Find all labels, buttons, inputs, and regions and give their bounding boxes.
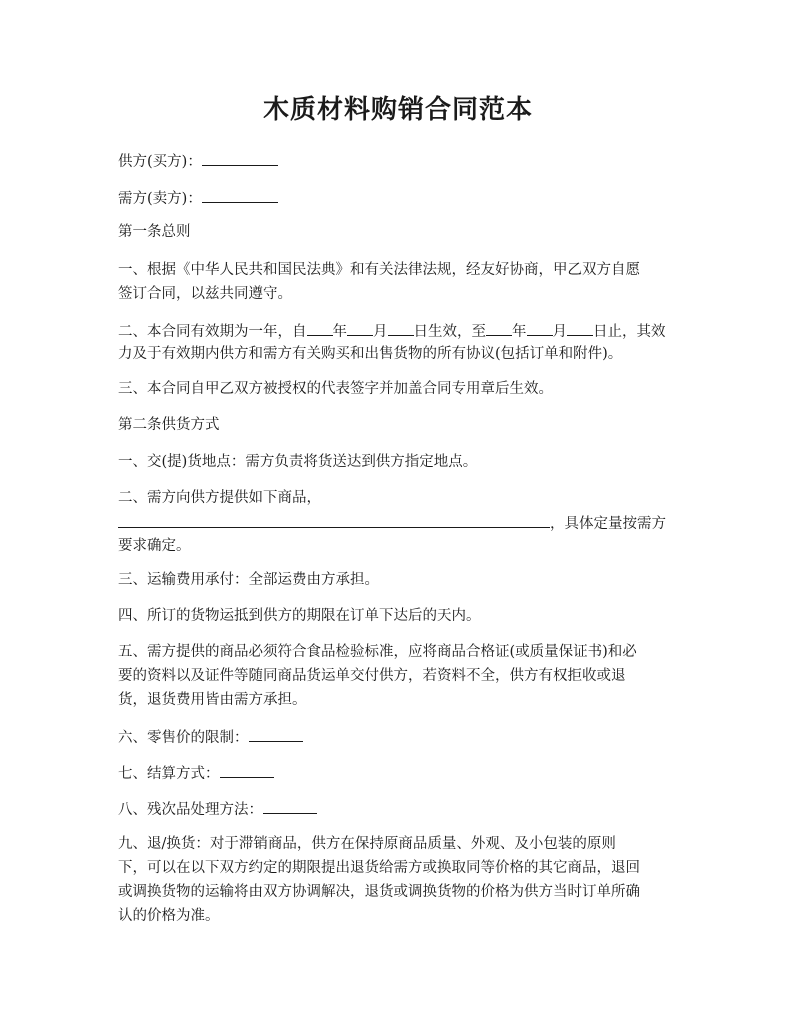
article-1-item-1 xyxy=(118,258,684,306)
seller-blank xyxy=(202,185,278,203)
article-2-item-1: 一、交(提)货地点：需方负责将货送达到供方指定地点。 xyxy=(118,454,478,470)
paragraph-line: 五、需方提供的商品必须符合食品检验标准，应将商品合格证(或质量保证书)和必 xyxy=(118,644,637,660)
article-1-item-2: 二、本合同有效期为一年，自 年 月 日生效，至 年 月 日止，其效 力及于有效期内供方和需方有关购买和出售货物的所有协议(包括订单和附件)。 xyxy=(118,318,684,366)
article-2-item-3: 三、运输费用承付：全部运费由方承担。 xyxy=(118,572,379,588)
retail-price-blank xyxy=(249,724,303,742)
end-day-blank xyxy=(567,318,593,336)
paragraph-line: 九、退/换货：对于滞销商品，供方在保持原商品质量、外观、及小包装的原则 xyxy=(118,836,616,852)
article-2-item-4: 四、所订的货物运抵到供方的期限在订单下达后的天内。 xyxy=(118,608,481,624)
defect-handling-blank xyxy=(263,796,317,814)
paragraph-line: 要的资料以及证件等随同商品货运单交付供方，若资料不全，供方有权拒收或退 xyxy=(118,668,626,684)
end-month-blank xyxy=(527,318,553,336)
seller-field xyxy=(118,185,684,209)
start-year-blank xyxy=(307,318,333,336)
goods-blank xyxy=(118,510,550,528)
article-2-item-6: 六、零售价的限制： xyxy=(118,724,684,748)
settlement-blank xyxy=(220,760,274,778)
article-1-heading: 第一条总则 xyxy=(118,224,191,240)
start-day-blank xyxy=(388,318,414,336)
article-1-item-3: 三、本合同自甲乙双方被授权的代表签字并加盖合同专用章后生效。 xyxy=(118,381,553,397)
paragraph-line: 认的价格为准。 xyxy=(118,908,220,924)
article-2-item-8: 八、残次品处理方法： xyxy=(118,796,684,820)
buyer-label: 供方(买方)： xyxy=(118,154,202,170)
buyer-field xyxy=(118,148,684,172)
paragraph-line: 货，退货费用皆由需方承担。 xyxy=(118,692,307,708)
start-month-blank xyxy=(347,318,373,336)
article-2-item-2: 二、需方向供方提供如下商品， ，具体定量按需方 要求确定。 xyxy=(118,490,666,554)
buyer-blank xyxy=(202,148,278,166)
paragraph-line: 力及于有效期内供方和需方有关购买和出售货物的所有协议(包括订单和附件)。 xyxy=(118,346,623,362)
article-2-item-5 xyxy=(118,640,684,712)
document-title: 木质材料购销合同范本 xyxy=(262,95,533,125)
seller-label: 需方(卖方)： xyxy=(118,191,202,207)
paragraph-line: 签订合同，以兹共同遵守。 xyxy=(118,286,292,302)
article-2-item-7: 七、结算方式： xyxy=(118,760,684,784)
paragraph-line: 或调换货物的运输将由双方协调解决，退货或调换货物的价格为供方当时订单所确 xyxy=(118,884,640,900)
article-2-heading: 第二条供货方式 xyxy=(118,417,220,433)
end-year-blank xyxy=(486,318,512,336)
paragraph-line: 下，可以在以下双方约定的期限提出退货给需方或换取同等价格的其它商品，退回 xyxy=(118,860,640,876)
paragraph-line: 一、根据《中华人民共和国民法典》和有关法律法规，经友好协商，甲乙双方自愿 xyxy=(118,262,640,278)
article-2-item-9 xyxy=(118,832,684,928)
